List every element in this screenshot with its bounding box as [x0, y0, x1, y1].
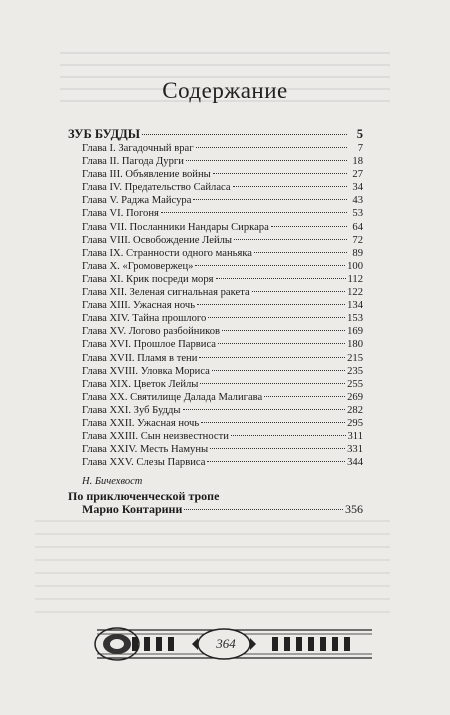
- leader-dots: [271, 226, 347, 227]
- chapter-title: Глава XXV. Слезы Парвиса: [82, 457, 206, 469]
- chapter-title: Глава XIV. Тайна прошлого: [82, 313, 207, 325]
- chapter-title: Глава XXIII. Сын неизвестности: [82, 431, 229, 443]
- chapter-title: Глава IV. Предательство Сайласа: [82, 182, 231, 194]
- leader-dots: [161, 212, 347, 213]
- chapter-page: 18: [352, 156, 363, 168]
- chapter-page: 311: [347, 431, 363, 443]
- leader-dots: [207, 461, 345, 462]
- chapter-title: Глава VII. Посланники Нандары Сиркара: [82, 221, 269, 233]
- toc-row: [68, 142, 363, 155]
- chapter-page: 43: [352, 195, 363, 207]
- chapter-title: Глава XVIII. Уловка Мориса: [82, 365, 210, 377]
- leader-dots: [195, 265, 345, 266]
- toc-row: [68, 194, 363, 207]
- chapter-page: 153: [347, 313, 363, 325]
- author-name: Н. Бичехвост: [82, 476, 143, 487]
- toc-row: [68, 352, 363, 365]
- chapter-title: Глава I. Загадочный враг: [82, 143, 194, 154]
- chapter-title: Глава VIII. Освобождение Лейлы: [82, 234, 233, 246]
- chapter-title: Глава XX. Святилище Далада Малигава: [82, 391, 263, 403]
- chapter-title: Глава XXI. Зуб Будды: [82, 404, 181, 416]
- leader-dots: [142, 134, 347, 135]
- leader-dots: [254, 252, 347, 253]
- chapter-page: 27: [352, 169, 363, 181]
- leader-dots: [201, 422, 345, 423]
- chapter-page: 122: [347, 287, 363, 299]
- chapter-page: 72: [352, 234, 363, 246]
- essay-title-line1: По приключенческой тропе: [68, 489, 220, 503]
- chapter-title: Глава XI. Крик посреди моря: [82, 273, 214, 285]
- leader-dots: [210, 448, 345, 449]
- chapter-title: Глава V. Раджа Майсура: [82, 195, 192, 207]
- toc-row: [68, 417, 363, 430]
- leader-dots: [208, 317, 345, 318]
- page-number: 364: [216, 636, 236, 651]
- toc-row: [68, 207, 363, 220]
- leader-dots: [213, 173, 347, 174]
- section-page: 5: [356, 127, 363, 141]
- leader-dots: [233, 186, 347, 187]
- chapter-title: Глава XVII. Пламя в тени: [82, 352, 198, 364]
- leader-dots: [197, 304, 345, 305]
- chapter-title: Глава XII. Зеленая сигнальная ракета: [82, 287, 250, 299]
- chapter-page: 344: [347, 457, 363, 469]
- leader-dots: [200, 383, 345, 384]
- leader-dots: [199, 357, 345, 358]
- leader-dots: [196, 147, 347, 148]
- chapter-title: Глава X. «Громовержец»: [82, 260, 194, 272]
- toc-row: [68, 155, 363, 168]
- toc-row: [68, 221, 363, 234]
- leader-dots: [222, 330, 345, 331]
- toc-row: [68, 312, 363, 325]
- toc-row: [68, 378, 363, 391]
- chapter-page: 134: [347, 300, 363, 312]
- toc-row: [68, 456, 363, 469]
- page-title: Содержание: [162, 78, 288, 103]
- leader-dots: [264, 396, 345, 397]
- chapter-page: 282: [347, 404, 363, 416]
- toc-row: [68, 443, 363, 456]
- chapter-title: Глава VI. Погоня: [82, 208, 159, 220]
- chapter-page: 331: [347, 444, 363, 456]
- chapter-title: Глава XIX. Цветок Лейлы: [82, 378, 199, 390]
- toc-row: [68, 391, 363, 404]
- toc-row: [68, 260, 363, 273]
- toc-row: [68, 430, 363, 443]
- chapter-page: 169: [347, 326, 363, 338]
- toc-row: [68, 247, 363, 260]
- leader-dots: [186, 160, 347, 161]
- section-label: ЗУБ БУДДЫ: [68, 127, 141, 141]
- toc-row: [68, 168, 363, 181]
- chapter-title: Глава XV. Логово разбойников: [82, 326, 221, 338]
- chapter-page: 7: [357, 143, 363, 154]
- chapter-title: Глава XXII. Ужасная ночь: [82, 417, 200, 429]
- chapter-title: Глава XVI. Прошлое Парвиса: [82, 339, 216, 351]
- leader-dots: [252, 291, 345, 292]
- chapter-page: 269: [347, 391, 363, 403]
- toc-row: [68, 365, 363, 378]
- chapter-page: 100: [347, 260, 363, 272]
- chapter-title: Глава XIII. Ужасная ночь: [82, 300, 196, 312]
- chapter-title: Глава II. Пагода Дурги: [82, 156, 184, 168]
- chapter-page: 235: [347, 365, 363, 377]
- leader-dots: [193, 199, 347, 200]
- chapter-title: Глава XXIV. Месть Намуны: [82, 444, 209, 456]
- chapter-page: 112: [347, 273, 363, 285]
- chapter-page: 180: [347, 339, 363, 351]
- toc-row: [68, 325, 363, 338]
- chapter-title: Глава III. Объявление войны: [82, 169, 211, 181]
- essay-title-line2: [82, 502, 363, 517]
- leader-dots: [231, 435, 346, 436]
- bleed-through-text-lower: [35, 520, 390, 615]
- toc-row: [68, 299, 363, 312]
- leader-dots: [218, 343, 345, 344]
- leader-dots: [216, 278, 346, 279]
- toc-row: [68, 273, 363, 286]
- chapter-page: 89: [352, 247, 363, 259]
- chapter-page: 64: [352, 221, 363, 233]
- toc-row: [68, 286, 363, 299]
- chapter-page: 255: [347, 378, 363, 390]
- chapter-page: 215: [347, 352, 363, 364]
- essay-page: 356: [345, 502, 363, 516]
- section-heading: [68, 127, 363, 142]
- leader-dots: [212, 370, 345, 371]
- chapter-title: Глава IX. Странности одного маньяка: [82, 247, 253, 259]
- chapter-page: 34: [352, 182, 363, 194]
- toc-row: [68, 234, 363, 247]
- chapter-page: 53: [352, 208, 363, 220]
- toc-list: [68, 142, 363, 469]
- leader-dots: [234, 239, 347, 240]
- leader-dots: [184, 509, 343, 510]
- leader-dots: [183, 409, 346, 410]
- essay-title-line2-text: Марио Контарини: [82, 502, 183, 516]
- toc-row: [68, 404, 363, 417]
- toc-row: [68, 338, 363, 351]
- chapter-page: 295: [347, 417, 363, 429]
- toc-row: [68, 181, 363, 194]
